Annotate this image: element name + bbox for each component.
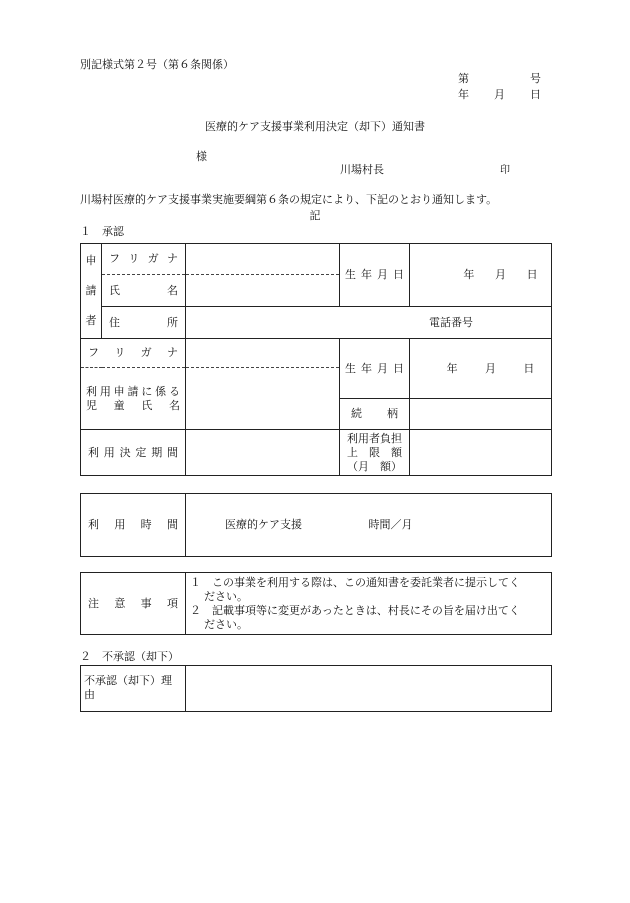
applicant-birthdate-label: 生 年 月 日	[340, 244, 410, 307]
applicant-name-value[interactable]	[186, 275, 340, 307]
applicant-name-label: 氏 名	[102, 275, 186, 307]
applicant-furigana-value[interactable]	[186, 244, 340, 275]
number-suffix: 号	[530, 72, 541, 85]
date-month: 月	[494, 88, 505, 101]
seal-mark	[500, 163, 510, 178]
note-item: ２ 記載事項等に変更があったときは、村長にその旨を届け出てく	[190, 603, 520, 617]
sender-name: 川場村長	[340, 163, 384, 176]
decision-period-label: 利 用 決 定 期 間	[81, 430, 186, 476]
child-furigana-value[interactable]	[186, 339, 340, 368]
date-year: 年	[458, 88, 469, 101]
relationship-value[interactable]	[410, 399, 552, 430]
rejection-reason-value[interactable]	[186, 666, 552, 712]
child-furigana-label: フ リ ガ ナ	[81, 339, 186, 368]
applicant-furigana-label: フ リ ガ ナ	[102, 244, 186, 275]
approval-table	[80, 243, 552, 476]
notes-table	[80, 572, 552, 635]
ki-mark: 記	[309, 209, 321, 222]
body-text: 川場村医療的ケア支援事業実施要綱第６条の規定により、下記のとおり通知します。	[80, 193, 498, 206]
applicant-birthdate-value[interactable]: 年 月 日	[410, 244, 552, 307]
usage-label: 利 用 時 間	[81, 494, 186, 557]
child-name-label: 利 用 申 請 に 係 る 児 童 氏 名	[81, 368, 186, 430]
applicant-address-label: 住 所	[102, 307, 186, 339]
decision-period-value[interactable]	[186, 430, 340, 476]
usage-unit: 時間／月	[368, 518, 413, 531]
usage-value[interactable]	[186, 494, 552, 557]
notes-label: 注 意 事 項	[81, 573, 186, 635]
child-birthdate-label: 生 年 月 日	[340, 339, 410, 399]
relationship-label: 続 柄	[340, 399, 410, 430]
document-title: 医療的ケア支援事業利用決定（却下）通知書	[205, 120, 425, 133]
cost-cap-value[interactable]	[410, 430, 552, 476]
rejection-reason-label: 不承認（却下）理 由	[81, 666, 186, 712]
seal-icon: 印	[500, 165, 510, 176]
child-name-value[interactable]	[186, 368, 340, 430]
section2-heading: ２ 不承認（却下）	[80, 650, 179, 663]
usage-service: 医療的ケア支援	[225, 518, 302, 531]
applicant-address-value[interactable]	[186, 307, 552, 339]
cost-cap-label: 利用者負担 上 限 額 （月 額）	[340, 430, 410, 476]
phone-label: 電話番号	[429, 315, 473, 329]
section1-heading: １ 承認	[80, 225, 124, 238]
rejection-table	[80, 665, 552, 712]
applicant-group-cell: 申 請 者	[81, 244, 102, 339]
child-birthdate-value[interactable]: 年 月 日	[410, 339, 552, 399]
number-prefix: 第	[458, 72, 469, 85]
usage-table	[80, 493, 552, 557]
notes-content: １ この事業を利用する際は、この通知書を委託業者に提示してく ださい。 ２ 記載事項等に変更があったときは、村長にその旨を届け出てく ださい。	[186, 573, 552, 635]
form-id: 別記様式第２号（第６条関係）	[80, 58, 234, 71]
date-day: 日	[530, 88, 541, 101]
note-item: １ この事業を利用する際は、この通知書を委託業者に提示してく	[190, 575, 520, 589]
addressee: 様	[196, 150, 207, 163]
